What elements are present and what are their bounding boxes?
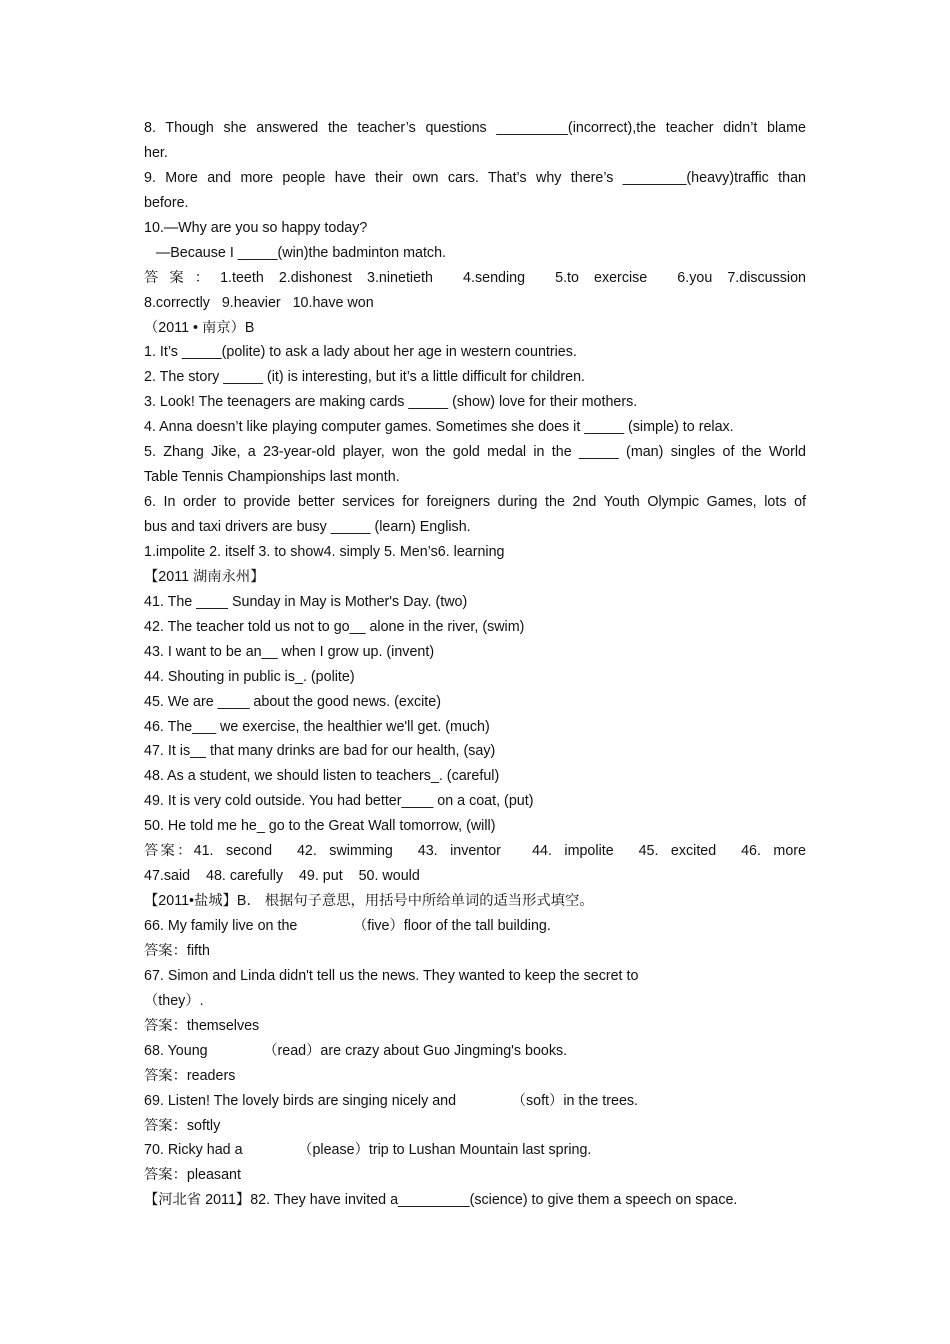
text-line: 4. Anna doesn’t like playing computer games. Sometimes she does it _____ (simple) to relax. [144, 419, 734, 436]
text-line: 67. Simon and Linda didn't tell us the news. They wanted to keep the secret to [144, 967, 639, 984]
text-line: 70. Ricky had a （please）trip to Lushan Mountain last spring. [144, 1142, 592, 1159]
text-line: her. [144, 144, 168, 161]
text-line: 答案：readers [144, 1067, 236, 1084]
text-line: 【2011•盐城】B． 根据句子意思，用括号中所给单词的适当形式填空。 [144, 893, 594, 910]
text-line: 1.impolite 2. itself 3. to show4. simply 5. Men’s6. learning [144, 543, 505, 560]
text-line: 8. Though she answered the teacher’s questions _________(incorrect),the teacher didn’t blame [144, 120, 806, 136]
text-line: 答案：41. second 42. swimming 43. inventor 44. impolite 45. excited 46. more [144, 843, 806, 860]
text-line: 2. The story _____ (it) is interesting, but it’s a little difficult for children. [144, 369, 586, 386]
text-line: 47. It is__ that many drinks are bad for our health, (say) [144, 743, 496, 760]
text-line: 41. The ____ Sunday in May is Mother's Day. (two) [144, 593, 468, 610]
text-line: 49. It is very cold outside. You had better____ on a coat, (put) [144, 793, 534, 810]
document-page [144, 116, 806, 1213]
text-line: 答案：pleasant [144, 1167, 241, 1184]
text-line: 48. As a student, we should listen to teachers_. (careful) [144, 768, 500, 785]
text-line: 46. The___ we exercise, the healthier we'll get. (much) [144, 718, 490, 735]
text-line: bus and taxi drivers are busy _____ (learn) English. [144, 519, 471, 535]
text-line: 66. My family live on the （five）floor of the tall building. [144, 918, 551, 934]
text-line: 50. He told me he_ go to the Great Wall tomorrow, (will) [144, 818, 496, 835]
text-line: 8.correctly 9.heavier 10.have won [144, 294, 374, 311]
text-line: —Because I _____(win)the badminton match. [144, 244, 446, 261]
text-line: 45. We are ____ about the good news. (excite) [144, 693, 441, 710]
text-line: 43. I want to be an__ when I grow up. (invent) [144, 643, 435, 660]
text-line: 44. Shouting in public is_. (polite) [144, 668, 355, 685]
text-line: 68. Young （read）are crazy about Guo Jingming's books. [144, 1042, 568, 1059]
text-line: 答案：softly [144, 1117, 221, 1134]
text-line: 69. Listen! The lovely birds are singing nicely and （soft）in the trees. [144, 1092, 639, 1109]
text-line: 答案：themselves [144, 1017, 260, 1034]
text-line: 答案：fifth [144, 942, 210, 959]
text-line: before. [144, 194, 189, 211]
text-line: 5. Zhang Jike, a 23-year-old player, won the gold medal in the _____ (man) singles of the World [144, 444, 806, 461]
text-line: 9. More and more people have their own cars. That’s why there’s ________(heavy)traffic than [144, 169, 806, 186]
text-line: 42. The teacher told us not to go__ alone in the river, (swim) [144, 618, 525, 635]
text-line: 答 案 ： 1.teeth 2.dishonest 3.ninetieth 4.sending 5.to exercise 6.you 7.discussion [144, 269, 806, 286]
text-line: 【2011 湖南永州】 [144, 568, 265, 585]
text-line: 6. In order to provide better services for foreigners during the 2nd Youth Olympic Games, lots of [144, 494, 806, 511]
text-line: 【河北省 2011】82. They have invited a_________(science) to give them a speech on space. [144, 1192, 738, 1209]
text-line: 1. It’s _____(polite) to ask a lady about her age in western countries. [144, 344, 577, 361]
text-line: （2011 • 南京）B [144, 319, 255, 336]
text-line: Table Tennis Championships last month. [144, 469, 400, 486]
text-line: 10.—Why are you so happy today? [144, 219, 368, 236]
text-line: （they）. [144, 992, 204, 1009]
text-line: 47.said 48. carefully 49. put 50. would [144, 868, 420, 885]
text-line: 3. Look! The teenagers are making cards _____ (show) love for their mothers. [144, 394, 638, 411]
